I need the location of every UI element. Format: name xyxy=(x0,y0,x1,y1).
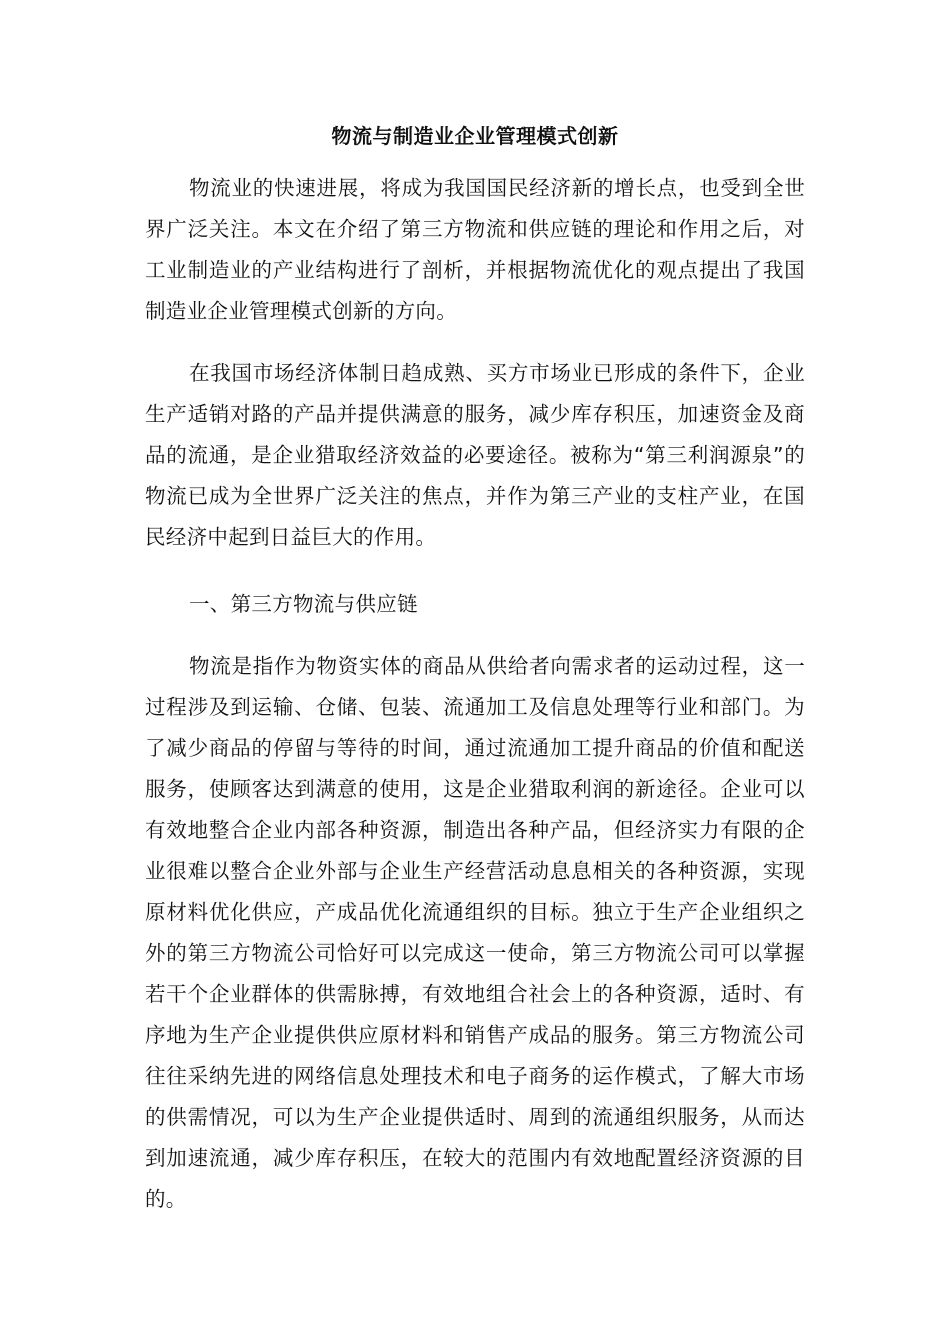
paragraph-logistics: 物流是指作为物资实体的商品从供给者向需求者的运动过程，这一过程涉及到运输、仓储、包装、流通加工及信息处理等行业和部门。为了减少商品的停留与等待的时间，通过流通加工提升商品的价值和配送服务，使顾客达到满意的使用，这是企业猎取利润的新途径。企业可以有效地整合企业内部各种资源，制造出各种产品，但经济实力有限的企业很难以整合企业外部与企业生产经营活动息息相关的各种资源，实现原材料优化供应，产成品优化流通组织的目标。独立于生产企业组织之外的第三方物流公司恰好可以完成这一使命，第三方物流公司可以掌握若干个企业群体的供需脉搏，有效地组合社会上的各种资源，适时、有序地为生产企业提供供应原材料和销售产成品的服务。第三方物流公司往往采纳先进的网络信息处理技术和电子商务的运作模式，了解大市场的供需情况，可以为生产企业提供适时、周到的流通组织服务，从而达到加速流通，减少库存积压，在较大的范围内有效地配置经济资源的目的。 xyxy=(145,654,805,1211)
paragraph-background: 在我国市场经济体制日趋成熟、买方市场业已形成的条件下，企业生产适销对路的产品并提供满意的服务，减少库存积压，加速资金及商品的流通，是企业猎取经济效益的必要途径。被称为“第三利润源泉”的物流已成为全世界广泛关注的焦点，并作为第三产业的支柱产业，在国民经济中起到日益巨大的作用。 xyxy=(145,361,805,549)
paragraph-intro: 物流业的快速进展，将成为我国国民经济新的增长点，也受到全世界广泛关注。本文在介绍了第三方物流和供应链的理论和作用之后，对工业制造业的产业结构进行了剖析，并根据物流优化的观点提出了我国制造业企业管理模式创新的方向。 xyxy=(145,176,805,323)
section-heading: 一、第三方物流与供应链 xyxy=(189,592,418,616)
document-title: 物流与制造业企业管理模式创新 xyxy=(331,124,619,148)
